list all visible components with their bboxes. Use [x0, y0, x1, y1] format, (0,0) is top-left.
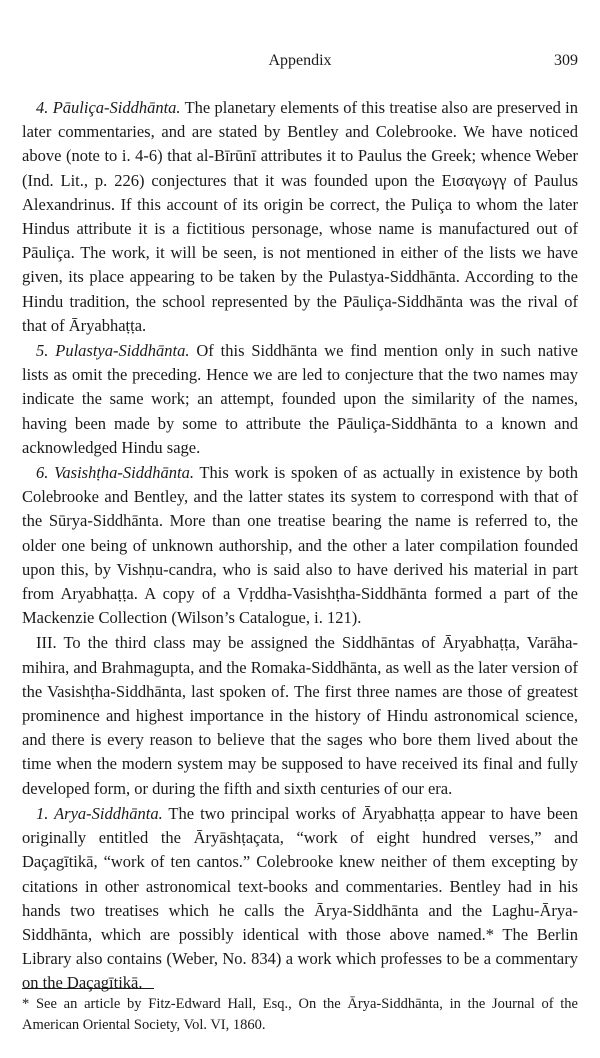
running-header: [22, 52, 578, 78]
section-label: 1. Arya-Siddhānta.: [36, 803, 163, 823]
paragraph-arya-siddhanta: [22, 802, 578, 996]
footnote: * See an article by Fitz-Edward Hall, Esq., On the Ārya-Siddhānta, in the Journal of the American Oriental Society, Vol. VI, 1860.: [22, 996, 578, 1033]
main-text: [22, 96, 578, 996]
paragraph-text: The planetary elements of this treatise also are preserved in later commentaries, and are stated by Bentley and Colebrooke. We have noticed above (note to i. 4-6) that al-Bīrūnī attributes it to Paulus the Greek; whence Weber (Ind. Lit., p. 226) conjectures that it was founded upon the Εισαγωγγ of Paulus Alexandrinus. If this account of its origin be correct, the Puliça to whom the later Hindus attribute it is a fictitious personage, whose name is manufactured out of Pāuliça. The work, it will be seen, is not mentioned in either of the lists we have given, its place appearing to be taken by the Pulastya-Siddhānta. According to the Hindu tradition, the school represented by the Pāuliça-Siddhānta was the rival of that of Āryabhaṭṭa.: [22, 98, 579, 335]
paragraph-vasishtha-siddhanta: [22, 461, 578, 630]
section-label: 4. Pāuliça-Siddhānta.: [36, 98, 181, 117]
paragraph-text: III. To the third class may be assigned the Siddhāntas of Āryabhaṭṭa, Varāha-mihira, and Brahmagupta, and the Romaka-Siddhānta, as well as the later version of the Vasishṭha-Siddhānta, last spoken of. The first three names are those of greatest prominence and highest importance in the history of Hindu astronomical science, and there is every reason to believe that the sages who bore them lived about the time when the modern system may be supposed to have received its final and fully developed form, or during the fifth and sixth centuries of our era.: [22, 633, 578, 798]
paragraph-pauliça-siddhanta: [22, 96, 578, 338]
section-label: 5. Pulastya-Siddhānta.: [36, 341, 190, 361]
paragraph-pulastya-siddhanta: [22, 339, 578, 460]
header-title: Appendix: [268, 52, 332, 69]
paragraph-text: This work is spoken of as actually in existence by both Colebrooke and Bentley, and the latter states its system to correspond with that of the Sūrya-Siddhānta. More than one treatise bearing the name is referred to, the older one being of unknown authorship, and the other a later compilation founded upon this, by Vishṇu-candra, who is said also to have derived his material in part from Aryabhaṭṭa. A copy of a Vṛddha-Vasishṭha-Siddhānta formed a part of the Mackenzie Collection (Wilson’s Catalogue, i. 121).: [22, 463, 578, 628]
section-label: 6. Vasishṭha-Siddhānta.: [36, 463, 194, 483]
page-number: 309: [554, 52, 578, 69]
paragraph-text: The two principal works of Āryabhaṭṭa appear to have been originally entitled the Āryāshṭaçata, “work of eight hundred verses,” and Daçagītikā, “work of ten cantos.” Colebrooke knew neither of them excepting by citations in other astronomical text-books and commentaries. Bentley had in his hands two treatises which he calls the Ārya-Siddhānta and the Laghu-Ārya-Siddhānta, which are possibly identical with those above named.* The Berlin Library also contains (Weber, No. 834) a work which professes to be a commentary on the Daçagītikā.: [22, 803, 578, 993]
footnote-divider: [22, 988, 154, 989]
paragraph-text: Of this Siddhānta we find mention only in such native lists as omit the preceding. Hence we are led to conjecture that the two names may indicate the same work; an attempt, founded upon the similarity of the names, having been made by some to attribute the Pāuliça-Siddhānta to a known and acknowledged Hindu sage.: [22, 341, 579, 457]
paragraph-third-class: [22, 631, 578, 800]
